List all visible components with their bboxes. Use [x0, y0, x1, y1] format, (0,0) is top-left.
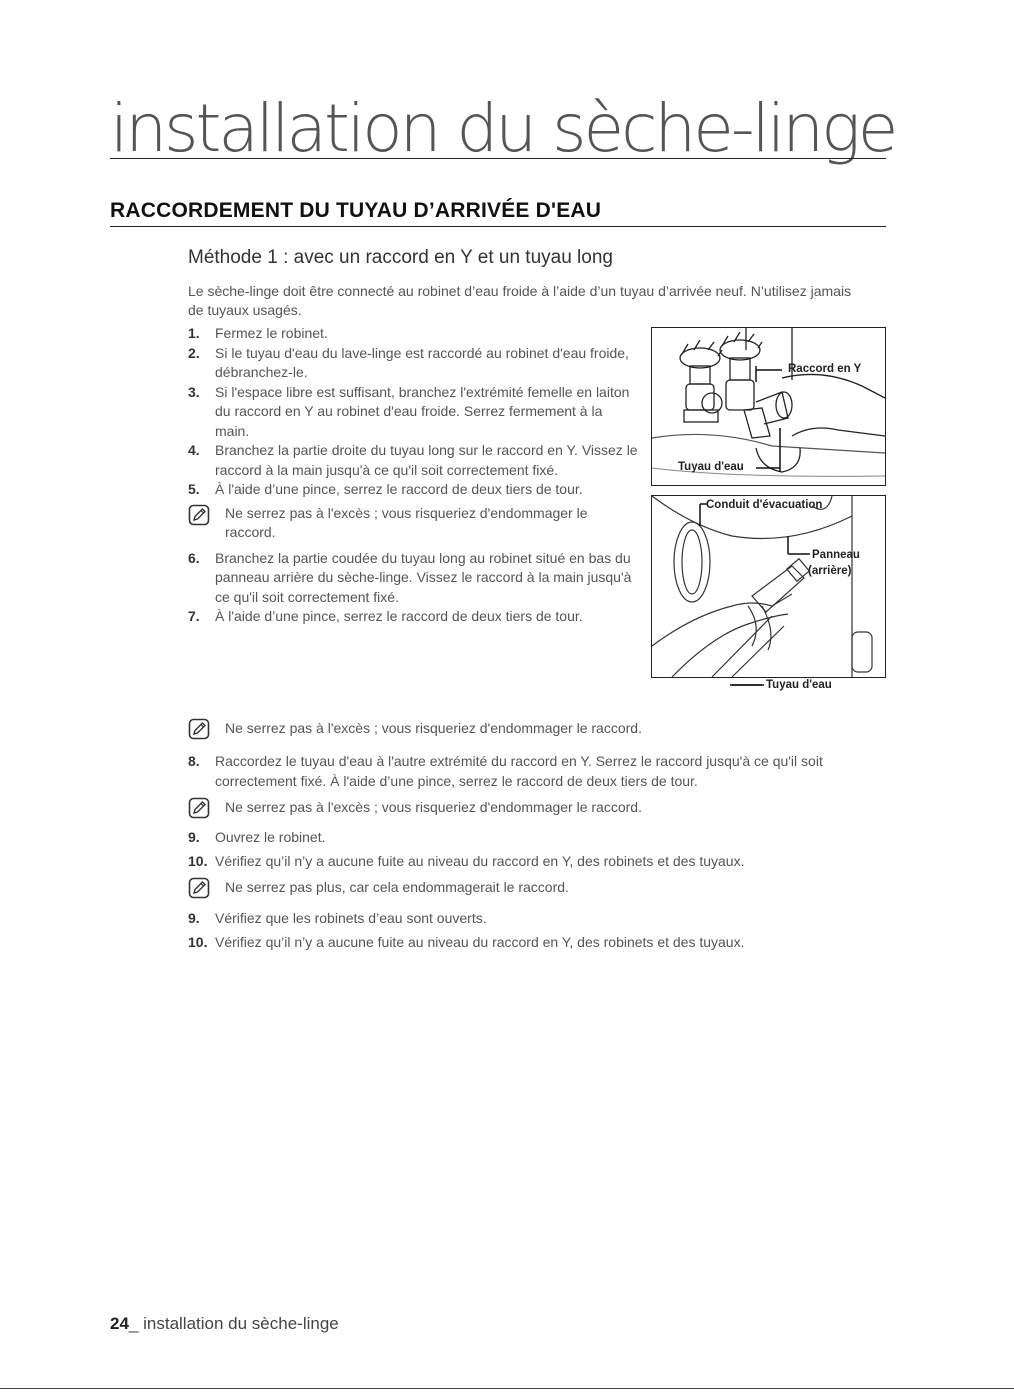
footer-separator: _: [128, 1314, 144, 1333]
step-number: 9.: [188, 829, 200, 845]
note-text: Ne serrez pas plus, car cela endommagerait le raccord.: [225, 879, 569, 895]
page-title: installation du sèche-linge: [110, 90, 896, 167]
step-1: [188, 324, 638, 344]
label-panel-rear: (arrière): [808, 565, 852, 577]
note-pencil-icon: [188, 877, 210, 899]
step-text: À l'aide d’une pince, serrez le raccord de deux tiers de tour.: [215, 608, 583, 624]
note-text: Ne serrez pas à l'excès ; vous risqueriez d'endommager le raccord.: [225, 720, 642, 736]
note-row: [188, 877, 888, 899]
step-row: [188, 751, 888, 791]
footer-title: installation du sèche-linge: [143, 1314, 339, 1333]
hose-leader-line: [652, 496, 885, 677]
step-number: 3.: [188, 383, 200, 400]
step-10a: [188, 851, 888, 871]
step-text: Fermez le robinet.: [215, 325, 328, 341]
step-text: Si l'espace libre est suffisant, branchez l'extrémité femelle en laiton du raccord en Y au robinet d'eau froide. Serrez fermement à la main.: [215, 383, 630, 439]
step-9a: [188, 827, 888, 847]
label-drain-duct: Conduit d'évacuation: [706, 499, 823, 511]
step-number: 7.: [188, 608, 200, 624]
note: [188, 877, 888, 899]
step-number: 5.: [188, 481, 200, 497]
step-number: 10.: [188, 853, 208, 869]
label-y-connector: Raccord en Y: [788, 363, 862, 375]
page-footer: [110, 1314, 339, 1334]
figure-back-panel: [651, 495, 886, 691]
figure-y-connector: [651, 327, 886, 486]
note-pencil-icon: [188, 797, 210, 819]
step-text: Vérifiez qu’il n’y a aucune fuite au niveau du raccord en Y, des robinets et des tuyaux.: [215, 934, 745, 950]
step-number: 4.: [188, 442, 200, 458]
step-text: Branchez la partie droite du tuyau long sur le raccord en Y. Vissez le raccord à la main jusqu'à ce qu'il soit correctement fixé.: [215, 442, 638, 478]
title-rule: [110, 158, 886, 159]
step-number: 8.: [188, 753, 200, 769]
intro-text: Le sèche-linge doit être connecté au robinet d’eau froide à l’aide d’un tuyau d’arrivée neuf. N’utilisez jamais de tuyaux usagés.: [188, 283, 852, 318]
step-number: 1.: [188, 325, 200, 341]
bottom-rule: [0, 1388, 1014, 1389]
step-5: [188, 480, 638, 500]
step-number: 10.: [188, 934, 208, 950]
step-text: Raccordez le tuyau d'eau à l'autre extrémité du raccord en Y. Serrez le raccord jusqu'à ce qu'il soit correctement fixé. À l'aide d’une pince, serrez le raccord de deux tiers de tour.: [215, 753, 823, 789]
page-number: 24: [110, 1314, 129, 1333]
step-7: [188, 607, 638, 627]
step-number: 2.: [188, 344, 200, 361]
step-10b: [188, 932, 888, 952]
step-text: Vérifiez qu’il n’y a aucune fuite au niveau du raccord en Y, des robinets et des tuyaux.: [215, 853, 745, 869]
step-text: Si le tuyau d'eau du lave-linge est raccordé au robinet d'eau froide, débranchez-le.: [215, 344, 629, 380]
note-row: [188, 797, 888, 819]
steps-list: [188, 324, 638, 627]
section-rule: [110, 226, 886, 227]
step-6: [188, 549, 638, 608]
method-heading: Méthode 1 : avec un raccord en Y et un tuyau long: [188, 247, 613, 268]
step-4: [188, 441, 638, 480]
label-water-hose: Tuyau d'eau: [678, 461, 744, 473]
step-8: [188, 751, 888, 791]
step-text: Ouvrez le robinet.: [215, 829, 326, 845]
step-number: 9.: [188, 910, 200, 926]
note: [188, 718, 888, 740]
step-3: [188, 383, 638, 442]
note-row: [188, 718, 888, 740]
label-water-hose-2: Tuyau d'eau: [766, 679, 832, 691]
step-9b: [188, 908, 888, 928]
step-row: [188, 827, 888, 847]
step-row: [188, 908, 888, 928]
note: [188, 504, 638, 543]
step-number: 6.: [188, 549, 200, 566]
note: [188, 797, 888, 819]
step-text: À l'aide d’une pince, serrez le raccord de deux tiers de tour.: [215, 481, 583, 497]
section-heading: RACCORDEMENT DU TUYAU D’ARRIVÉE D'EAU: [110, 199, 602, 222]
note-pencil-icon: [188, 504, 210, 526]
note-pencil-icon: [188, 718, 210, 740]
label-panel: Panneau: [812, 549, 860, 561]
note-text: Ne serrez pas à l'excès ; vous risqueriez d'endommager le raccord.: [225, 799, 642, 815]
note-text: Ne serrez pas à l'excès ; vous risqueriez d'endommager le raccord.: [225, 504, 588, 540]
step-2: [188, 344, 638, 383]
step-text: Branchez la partie coudée du tuyau long au robinet situé en bas du panneau arrière du sèche-linge. Vissez le raccord à la main jusqu'à ce qu'il soit correctement fixé.: [215, 549, 632, 605]
step-row: [188, 851, 888, 871]
step-text: Vérifiez que les robinets d’eau sont ouverts.: [215, 910, 487, 926]
step-row: [188, 932, 888, 952]
